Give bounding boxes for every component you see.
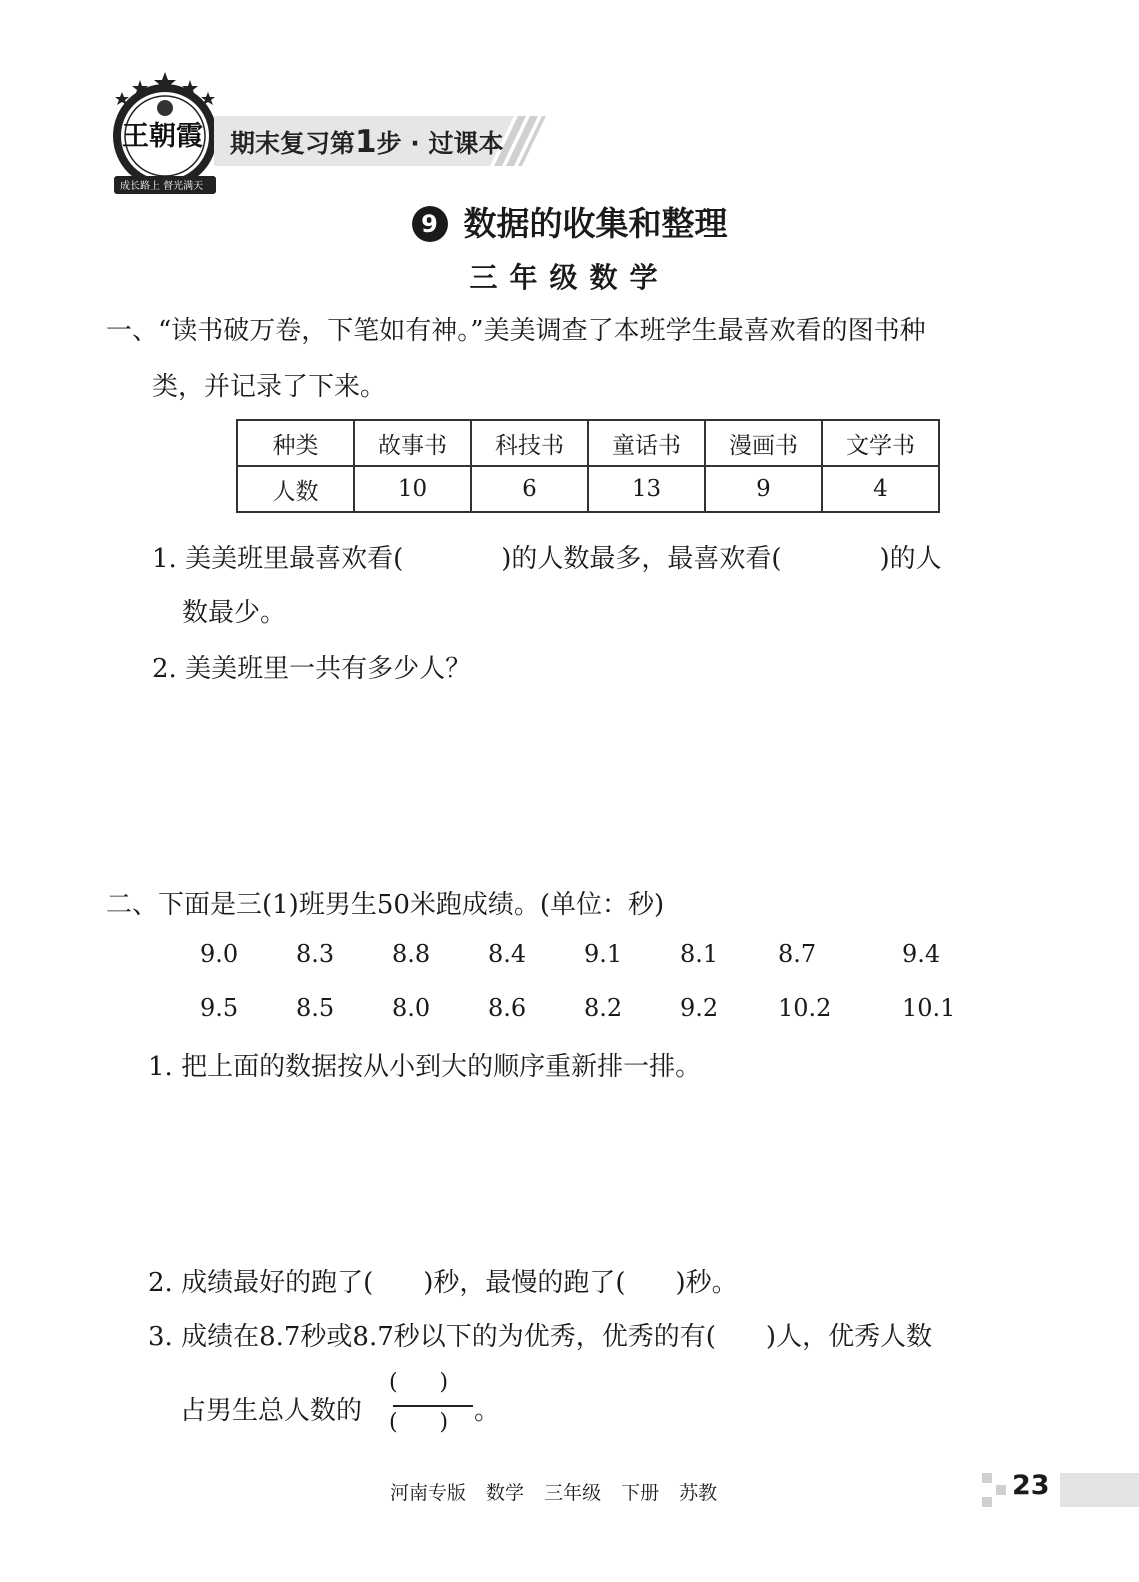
section1-line1: 一、“读书破万卷，下笔如有神。”美美调查了本班学生最喜欢看的图书种 bbox=[106, 316, 926, 346]
question-2-2 bbox=[148, 1262, 738, 1299]
logo-ribbon-text: 成长路上 督光满天 bbox=[120, 181, 204, 192]
fraction-blank[interactable] bbox=[385, 1366, 475, 1446]
table-row-counts bbox=[237, 466, 939, 512]
time-value: 9.0 bbox=[200, 940, 239, 968]
table-cell: 漫画书 bbox=[705, 420, 822, 466]
time-value: 8.8 bbox=[392, 940, 431, 968]
time-value: 8.6 bbox=[488, 994, 527, 1022]
banner-step: 1 bbox=[355, 124, 377, 160]
question-1-2: 2. 美美班里一共有多少人？ bbox=[152, 654, 472, 684]
time-value: 9.4 bbox=[902, 940, 941, 968]
table-row-categories bbox=[237, 420, 939, 466]
banner-suffix: 步 · 过课本 bbox=[376, 129, 504, 158]
table-cell: 故事书 bbox=[354, 420, 471, 466]
section1-line2: 类，并记录了下来。 bbox=[152, 372, 387, 402]
fraction-denominator: ( ) bbox=[389, 1410, 449, 1435]
logo-text: 王朝霞 bbox=[122, 121, 203, 152]
table-row-header: 人数 bbox=[237, 466, 354, 512]
table-cell: 科技书 bbox=[471, 420, 588, 466]
question-2-3 bbox=[148, 1316, 932, 1353]
question-text: 2. 成绩最好的跑了( bbox=[148, 1268, 374, 1298]
table-cell: 13 bbox=[588, 466, 705, 512]
time-value: 8.7 bbox=[778, 940, 817, 968]
page-subtitle: 三年级数学 bbox=[469, 261, 670, 294]
footer-text: 河南专版 数学 三年级 下册 苏教 bbox=[390, 1482, 718, 1504]
time-value: 8.2 bbox=[584, 994, 623, 1022]
time-value: 8.0 bbox=[392, 994, 431, 1022]
time-value: 9.2 bbox=[680, 994, 719, 1022]
table-cell: 童话书 bbox=[588, 420, 705, 466]
time-value: 9.5 bbox=[200, 994, 239, 1022]
page-number: 23 bbox=[1012, 1470, 1050, 1501]
book-survey-table bbox=[236, 419, 940, 513]
question-2-1: 1. 把上面的数据按从小到大的顺序重新排一排。 bbox=[148, 1052, 702, 1082]
time-value: 10.2 bbox=[778, 994, 832, 1022]
table-cell: 文学书 bbox=[822, 420, 939, 466]
question-text: )的人数最多，最喜欢看( bbox=[501, 544, 782, 574]
question-1-1 bbox=[152, 538, 942, 575]
question-1-1-line2: 数最少。 bbox=[182, 598, 287, 628]
question-text: 1. 美美班里最喜欢看( bbox=[152, 544, 404, 574]
time-value: 8.1 bbox=[680, 940, 719, 968]
time-value: 8.3 bbox=[296, 940, 335, 968]
time-value: 8.4 bbox=[488, 940, 527, 968]
time-value: 8.5 bbox=[296, 994, 335, 1022]
question-2-3-line2: 占男生总人数的 bbox=[180, 1396, 363, 1426]
table-row-header: 种类 bbox=[237, 420, 354, 466]
banner-prefix: 期末复习第 bbox=[230, 129, 356, 158]
question-2-3-end: 。 bbox=[474, 1396, 501, 1426]
table-cell: 10 bbox=[354, 466, 471, 512]
question-text: )的人 bbox=[879, 544, 942, 574]
page-title bbox=[0, 198, 1139, 245]
time-value: 10.1 bbox=[902, 994, 956, 1022]
chapter-number: 9 bbox=[412, 206, 448, 242]
question-text: 3. 成绩在8.7秒或8.7秒以下的为优秀，优秀的有( bbox=[148, 1322, 716, 1352]
banner-text bbox=[230, 124, 504, 160]
question-text: )秒，最慢的跑了( bbox=[423, 1268, 626, 1298]
question-text: )人，优秀人数 bbox=[765, 1322, 933, 1352]
table-cell: 6 bbox=[471, 466, 588, 512]
table-cell: 9 bbox=[705, 466, 822, 512]
page-number-bar bbox=[982, 1473, 1139, 1507]
section2-intro: 二、下面是三(1)班男生50米跑成绩。(单位：秒) bbox=[106, 890, 665, 920]
chapter-title: 数据的收集和整理 bbox=[463, 204, 728, 243]
fraction-bar bbox=[393, 1405, 473, 1407]
table-cell: 4 bbox=[822, 466, 939, 512]
question-text: )秒。 bbox=[675, 1268, 738, 1298]
fraction-numerator: ( ) bbox=[389, 1370, 449, 1395]
time-value: 9.1 bbox=[584, 940, 623, 968]
